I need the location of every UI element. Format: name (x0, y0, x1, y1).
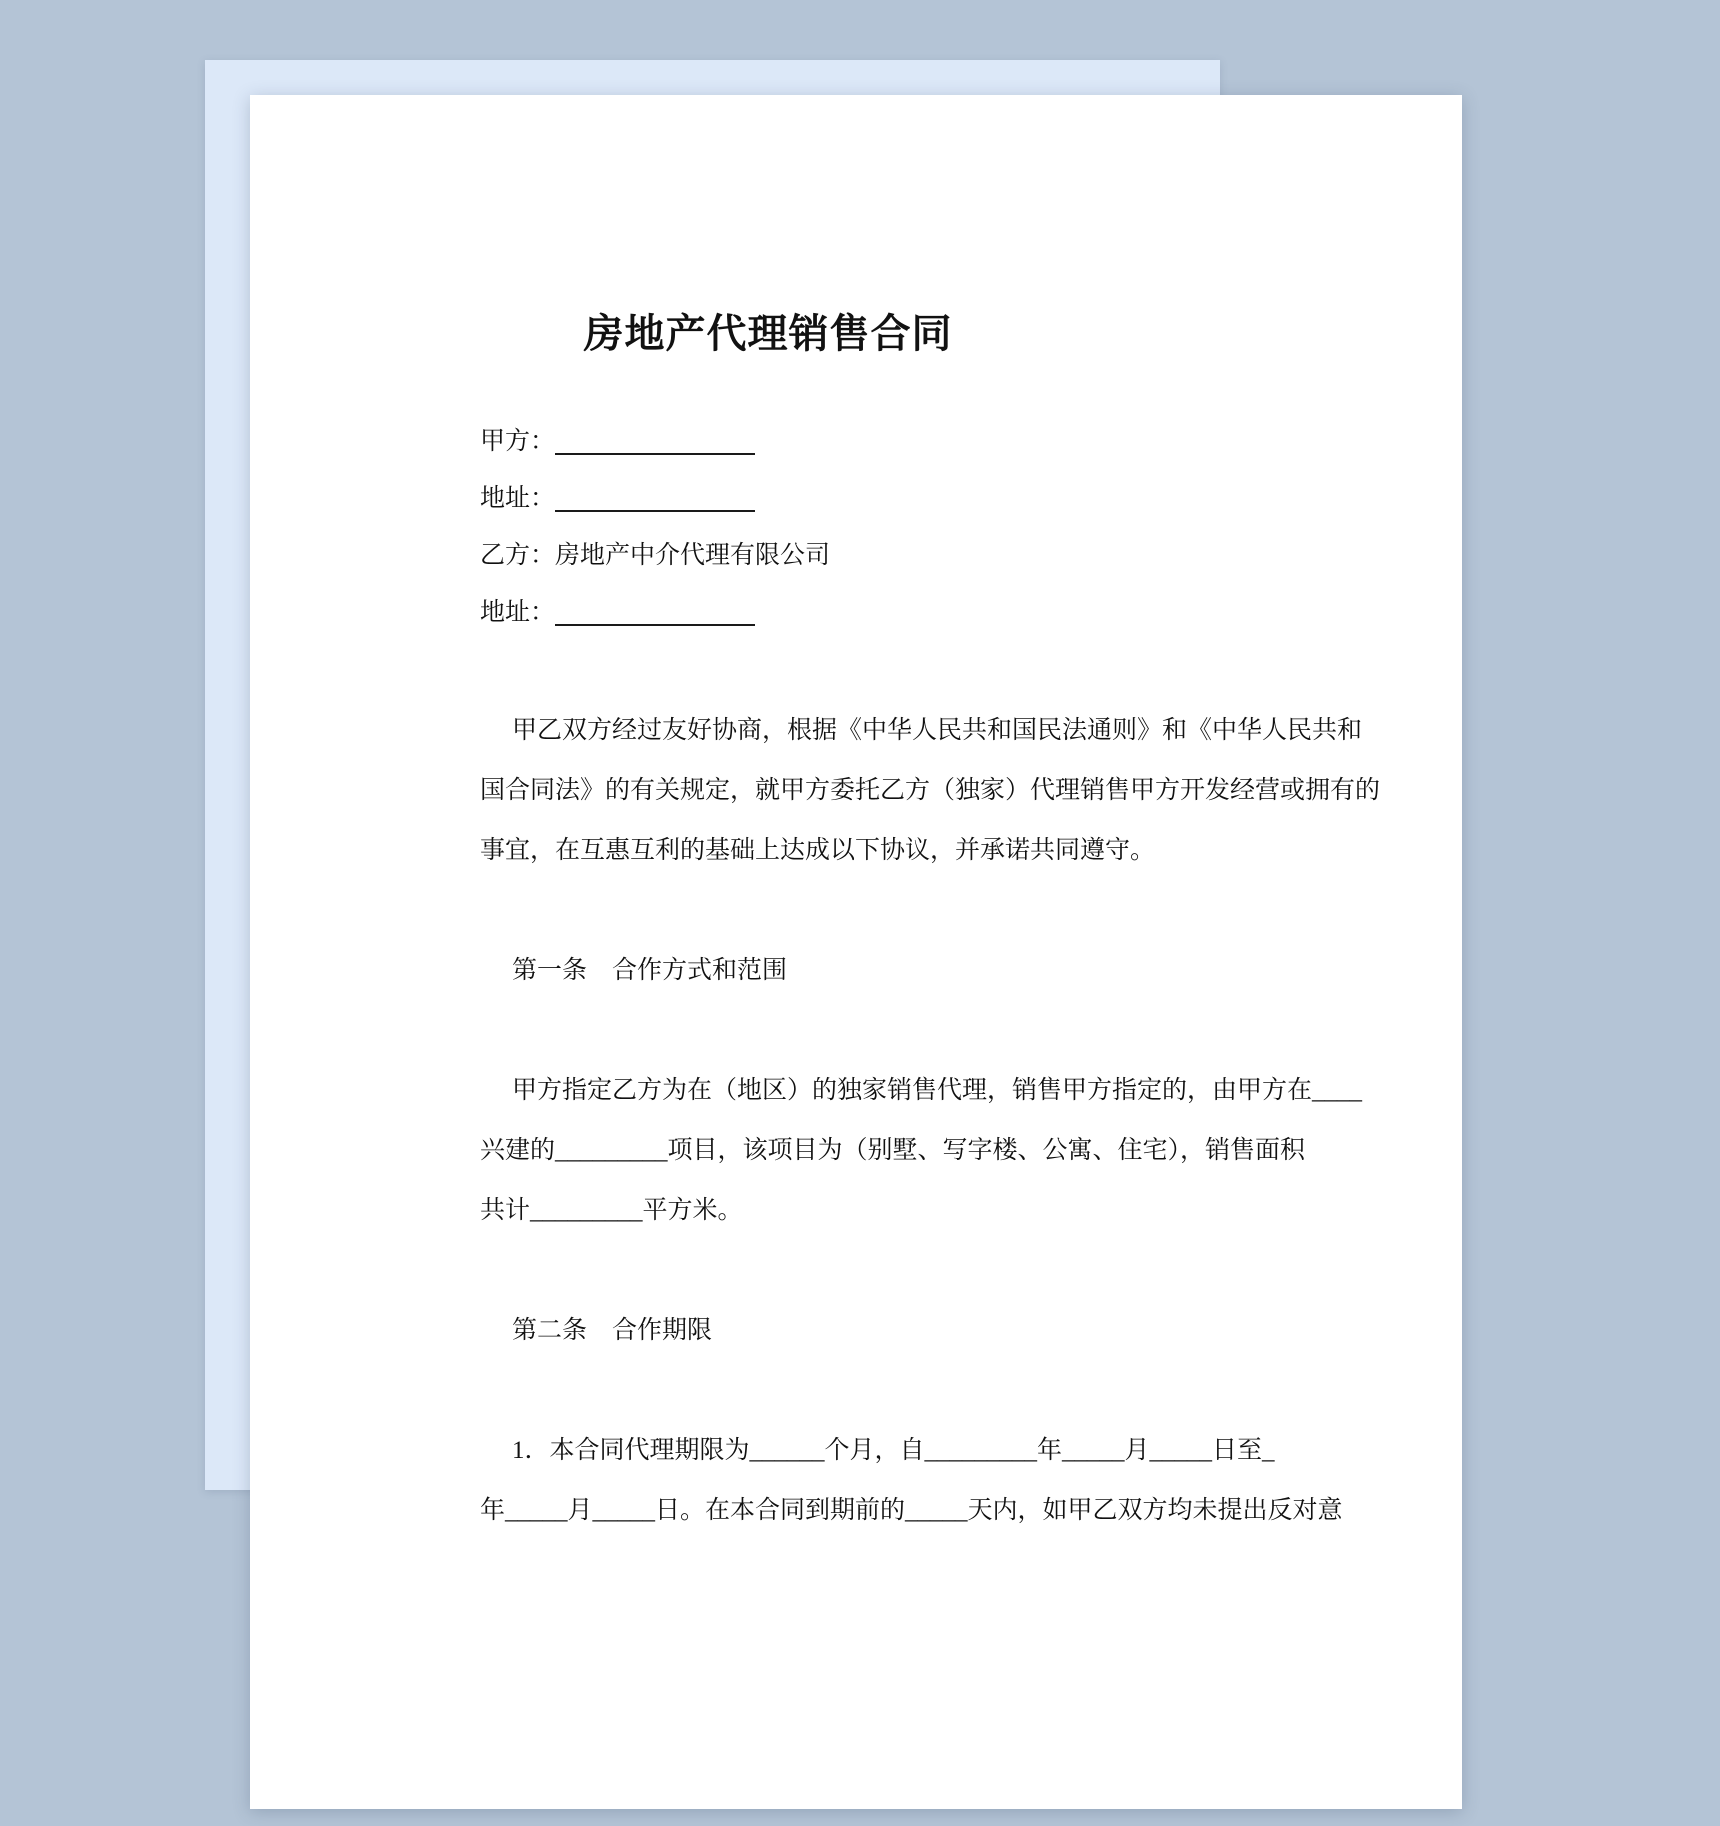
party-b-address-label: 地址： (480, 599, 556, 626)
intro-line: 甲乙双方经过友好协商，根据《中华人民共和国民法通则》和《中华人民共和 (512, 717, 1363, 744)
contract-content (250, 310, 1420, 1541)
contract-page (250, 95, 1462, 1809)
party-a-address-line (480, 470, 1420, 527)
party-a-address-blank-line (555, 480, 755, 512)
party-a-line (480, 413, 1420, 470)
section-1-line: 甲方指定乙方为在（地区）的独家销售代理，销售甲方指定的，由甲方在____ (512, 1077, 1363, 1104)
section-2-paragraph (480, 1421, 1420, 1541)
intro-line: 国合同法》的有关规定，就甲方委托乙方（独家）代理销售甲方开发经营或拥有的 (480, 777, 1381, 804)
party-b-address-blank-line (555, 594, 755, 626)
section-1-line: 共计_________平方米。 (480, 1197, 743, 1224)
party-b-label: 乙方： (480, 542, 556, 569)
party-a-blank-line (555, 423, 755, 455)
party-b-line (480, 527, 1420, 584)
section-2-line: 年_____月_____日。在本合同到期前的_____天内，如甲乙双方均未提出反对意 (480, 1497, 1343, 1524)
party-b-address-line (480, 584, 1420, 641)
party-a-label: 甲方： (480, 428, 556, 455)
party-b-name: 房地产中介代理有限公司 (555, 542, 831, 569)
section-1-line: 兴建的_________项目，该项目为（别墅、写字楼、公寓、住宅），销售面积 (480, 1137, 1306, 1164)
intro-paragraph (480, 701, 1420, 881)
section-2-line: 1．本合同代理期限为______个月，自_________年_____月_____日至_ (512, 1437, 1275, 1464)
section-1-heading: 第一条 合作方式和范围 (512, 957, 788, 984)
document-title: 房地产代理销售合同 (583, 312, 953, 356)
party-info-block (480, 413, 1420, 641)
intro-line: 事宜，在互惠互利的基础上达成以下协议，并承诺共同遵守。 (480, 837, 1156, 864)
party-a-address-label: 地址： (480, 485, 556, 512)
section-2-heading: 第二条 合作期限 (512, 1317, 713, 1344)
section-1-paragraph (480, 1061, 1420, 1241)
